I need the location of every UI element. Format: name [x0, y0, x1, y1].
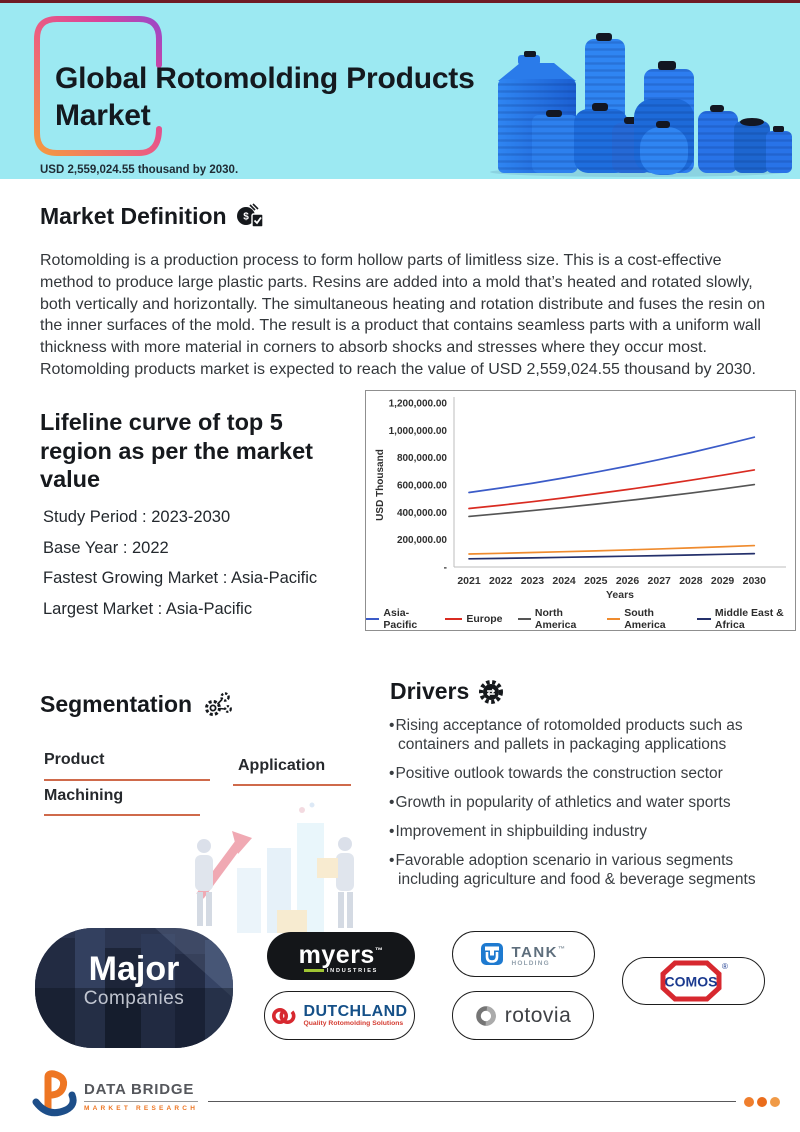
driver-item: • Positive outlook towards the construction sector [389, 764, 792, 783]
svg-text:400,000.00: 400,000.00 [396, 507, 447, 519]
svg-text:Years: Years [605, 589, 635, 601]
legend-item: North America [518, 607, 592, 631]
segmentation-heading-text: Segmentation [40, 690, 193, 717]
page-title-line2: Market [55, 99, 151, 132]
market-definition-heading [40, 203, 266, 230]
trademark-symbol: ™ [558, 945, 567, 953]
major-companies-card [35, 928, 233, 1048]
drivers-list [389, 716, 792, 899]
svg-text:$: $ [242, 211, 249, 223]
svg-text:2026: 2026 [615, 575, 640, 587]
logo-dutchland [264, 991, 415, 1040]
growth-people-illustration [182, 798, 407, 936]
drivers-heading-text: Drivers [390, 678, 470, 704]
dutchland-rings-icon [271, 1005, 297, 1027]
page-title [55, 60, 475, 134]
major-label: Major [88, 950, 180, 988]
legend-item: Middle East & Africa [697, 607, 795, 631]
rotovia-wordmark: rotovia [504, 1003, 572, 1027]
segmentation-heading [40, 689, 233, 719]
lifeline-heading: Lifeline curve of top 5 region as per the market value [40, 409, 313, 492]
legend-item: Europe [445, 613, 502, 625]
fact-fastest-growing-market: Fastest Growing Market : Asia-Pacific [43, 569, 318, 587]
logo-tank-holding [452, 931, 595, 977]
comos-octagon-icon [657, 958, 731, 1004]
footer-dots [744, 1097, 780, 1107]
segment-machining: Machining [44, 787, 124, 804]
svg-text:USD Thousand: USD Thousand [375, 449, 386, 521]
chart-legend [366, 607, 795, 631]
svg-text:200,000.00: 200,000.00 [396, 535, 447, 547]
market-definition-paragraph: Rotomolding is a production process to form hollow parts of limitless size. This is a cost-effective method to produce large plastic parts. Resins are added into a mold that’s heated and rotated slowly, both vertically and horizontally. The simultaneous heating and rotation distribute and fuses the resin on the inner surfaces of the mold. The result is a product that contains seamless parts with a uniform wall thickness with more material in corners to absorb shocks and stresses where they occur most. Rotomolding products market is expected to reach the value of USD 2,559,024.55 thousand by 2030. [40, 252, 766, 378]
rotovia-ring-icon [475, 1005, 497, 1027]
brand-name: DATA BRIDGE [84, 1081, 195, 1098]
svg-text:2022: 2022 [489, 575, 513, 587]
segment-machining-underline [44, 814, 200, 816]
market-value-subtitle: USD 2,559,024.55 thousand by 2030. [40, 164, 239, 176]
driver-item: • Favorable adoption scenario in various segments including agriculture and food & beverage segments [389, 851, 792, 890]
data-bridge-brand [84, 1081, 198, 1112]
tank-wordmark: TANK [511, 943, 559, 961]
segment-application-underline [233, 784, 351, 786]
dutchland-wordmark: DUTCHLAND [303, 1003, 408, 1020]
svg-text:600,000.00: 600,000.00 [396, 480, 447, 492]
segment-product: Product [44, 751, 105, 768]
svg-text:1,200,000.00: 1,200,000.00 [388, 398, 447, 410]
logo-rotovia [452, 991, 594, 1040]
brand-subtitle: MARKET RESEARCH [84, 1101, 198, 1112]
segment-application: Application [238, 757, 326, 774]
svg-text:2025: 2025 [584, 575, 608, 587]
region-lifeline-chart [365, 390, 796, 631]
tank-holding-label: HOLDING [511, 959, 550, 967]
money-pie-chart-icon [236, 203, 266, 230]
svg-text:1,000,000.00: 1,000,000.00 [388, 425, 447, 437]
legend-item: Asia-Pacific [366, 607, 430, 631]
footer-dot [770, 1097, 780, 1107]
fact-largest-market: Largest Market : Asia-Pacific [43, 599, 253, 618]
trademark-symbol: ™ [374, 945, 384, 955]
logo-myers-industries [267, 932, 415, 980]
footer-divider-line [208, 1101, 736, 1102]
svg-text:2027: 2027 [647, 575, 671, 587]
footer-dot [757, 1097, 767, 1107]
svg-text:2024: 2024 [552, 575, 576, 587]
svg-text:2023: 2023 [520, 575, 545, 587]
svg-text:-: - [443, 562, 447, 574]
footer-dot [744, 1097, 754, 1107]
myers-industries-label: INDUSTRIES [326, 967, 379, 974]
logo-comos [622, 957, 765, 1005]
fact-base-year: Base Year : 2022 [43, 538, 169, 557]
fact-study-period: Study Period : 2023-2030 [43, 508, 231, 526]
svg-text:2021: 2021 [457, 575, 481, 587]
comos-wordmark: COMOS [664, 973, 717, 990]
driver-item: • Growth in popularity of athletics and water sports [389, 793, 792, 812]
water-tanks-illustration [488, 25, 794, 177]
dutchland-tagline: Quality Rotomolding Solutions [303, 1020, 404, 1027]
gears-cluster-icon [201, 689, 233, 719]
svg-text:800,000.00: 800,000.00 [396, 453, 447, 465]
svg-text:2028: 2028 [679, 575, 703, 587]
legend-item: South America [607, 607, 683, 631]
tank-holding-icon [480, 942, 504, 966]
market-facts-list [43, 508, 317, 630]
driver-item: • Rising acceptance of rotomolded products such as containers and pallets in packaging applications [389, 716, 792, 755]
market-definition-heading-text: Market Definition [40, 203, 227, 229]
svg-text:2029: 2029 [710, 575, 735, 587]
segment-product-underline [44, 779, 210, 781]
myers-green-bar [304, 969, 324, 973]
driver-item: • Improvement in shipbuilding industry [389, 822, 792, 841]
data-bridge-logo-icon [28, 1068, 82, 1122]
svg-text:2030: 2030 [742, 575, 766, 587]
header-banner [0, 3, 800, 179]
myers-wordmark: myers [298, 940, 375, 969]
companies-label: Companies [83, 988, 185, 1009]
registered-symbol: ® [721, 962, 728, 971]
line-chart-plot [366, 391, 795, 601]
page-title-line1: Global Rotomolding Products [55, 62, 475, 95]
drivers-heading [390, 678, 504, 705]
svg-text:⇄: ⇄ [487, 687, 496, 698]
gear-arrows-icon [478, 679, 504, 705]
